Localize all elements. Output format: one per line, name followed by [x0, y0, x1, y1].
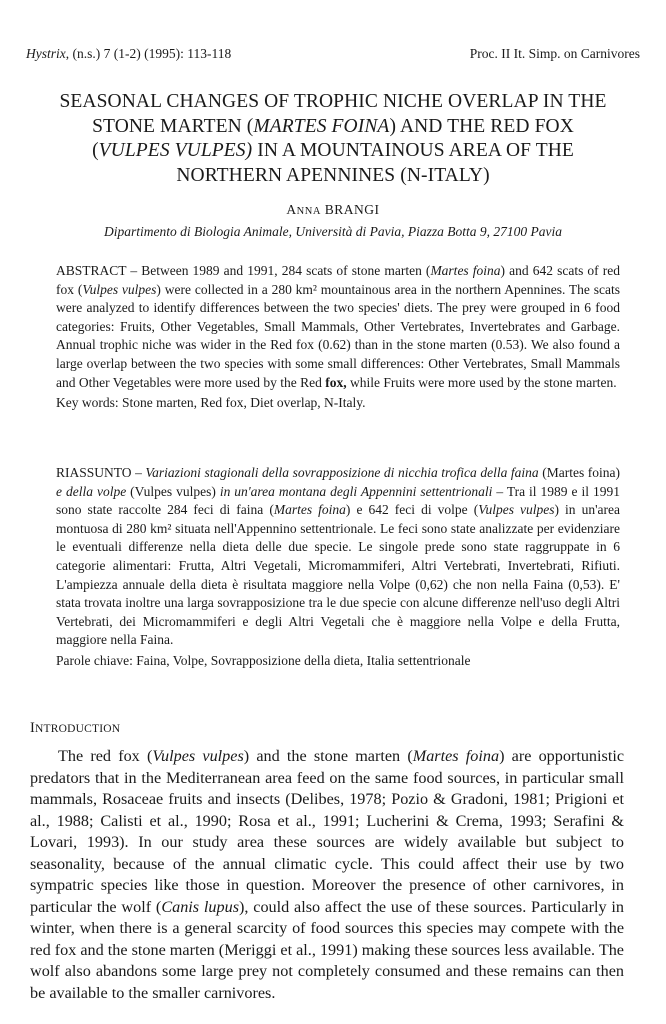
- section-heading-introduction: INTRODUCTION: [30, 720, 121, 736]
- author: ANNA BRANGI: [286, 202, 380, 217]
- proceedings: Proc. II It. Simp. on Carnivores: [469, 46, 640, 61]
- citation: Hystrix, (n.s.) 7 (1-2) (1995): 113-118: [26, 46, 232, 61]
- abstract: ABSTRACT – Between 1989 and 1991, 284 scats of stone marten (Martes foina) and 642 scats of red fox (Vulpes vulpes) were collected in a 280 km² mountainous area in the northern Apennines. The scats were analyzed to identify differences between the two species' diets. The prey were grouped in 6 food categories: Fruits, Other Vegetables, Small Mammals, Other Vertebrates, Invertebrates and Garbage. Annual trophic niche was wider in the Red fox (0.62) than in the stone marten (0.53). We also found a large overlap between the two species with some small differences: Other Vertebrates, Small Mammals and Other Vegetables were more used by the Red fox, while Fruits were more used by the stone marten. Key words: Stone marten, Red fox, Diet overlap, N-Italy.: [56, 262, 620, 413]
- paper-title: SEASONAL CHANGES OF TROPHIC NICHE OVERLAP IN THE STONE MARTEN (MARTES FOINA) AND THE RED FOX (VULPES VULPES) IN A MOUNTAINOUS AREA OF THE NORTHERN APENNINES (N-ITALY): [59, 91, 607, 186]
- affiliation: Dipartimento di Biologia Animale, Università di Pavia, Piazza Botta 9, 27100 Pavia: [104, 224, 562, 239]
- running-head: [26, 46, 640, 62]
- introduction-body: The red fox (Vulpes vulpes) and the stone marten (Martes foina) are opportunistic predators that in the Mediterranean area feed on the same food sources, in particular small mammals, Rosaceae fruits and insects (Delibes, 1978; Pozio & Gradoni, 1981; Prigioni et al., 1988; Calisti et al., 1990; Rosa et al., 1991; Lucherini & Crema, 1993; Serafini & Lovari, 1993). In our study area these sources are widely available but subject to seasonality, because of the annual climatic cycle. This could affect their use by two sympatric species like those in question. Moreover the presence of other carnivores, in particular the wolf (Canis lupus), could also affect the use of these sources. Particularly in winter, when there is a general scarcity of food sources this species may compete with the red fox and the stone marten (Meriggi et al., 1991) making these sources less available. The wolf also abandons some large prey not completely consumed and these remains can then be available to the smaller carnivores.: [30, 747, 625, 1002]
- riassunto-keywords: Parole chiave: Faina, Volpe, Sovrapposizione della dieta, Italia settentrionale: [56, 652, 471, 668]
- riassunto: RIASSUNTO – Variazioni stagionali della sovrapposizione di nicchia trofica della faina (Martes foina) e della volpe (Vulpes vulpes) in un'area montana degli Appennini settentrionali – Tra il 1989 e il 1991 sono state raccolte 284 feci di faina (Martes foina) e 642 feci di volpe (Vulpes vulpes) in un'area montuosa di 280 km² situata nell'Appennino settentrionale. Le feci sono state analizzate per evidenziare le eventuali differenze nella dieta delle due specie. Le singole prede sono state raggruppate in 6 categorie alimentari: Frutta, Altri Vegetali, Micromammiferi, Altri Vertebrati, Invertebrati, Rifiuti. L'ampiezza annuale della dieta è risultata maggiore nella Volpe (0,62) che non nella Faina (0,53). E' stata trovata inoltre una larga sovrapposizione tra le due specie con alcune differenze nell'uso degli Altri Vertebrati, dei Micromammiferi e degli Altri Vegetali che è maggiore nella Volpe e della Frutta, maggiore nella Faina. Parole chiave: Faina, Volpe, Sovrapposizione della dieta, Italia settentrionale: [56, 464, 620, 671]
- abstract-keywords: Key words: Stone marten, Red fox, Diet overlap, N-Italy.: [56, 395, 366, 411]
